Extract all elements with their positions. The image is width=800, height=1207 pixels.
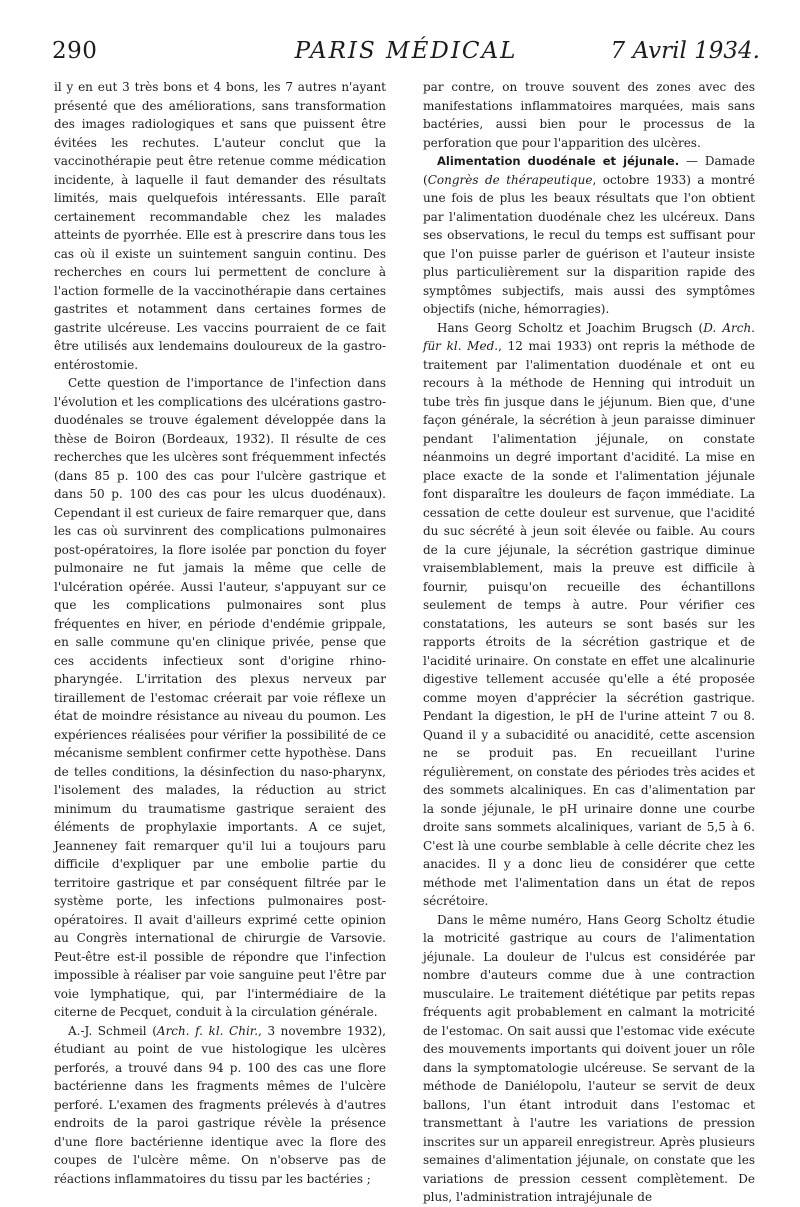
journal-title: PARIS MÉDICAL: [294, 38, 518, 64]
section-heading: Alimentation duodénale et jéjunale.: [437, 154, 680, 168]
left-column: [54, 78, 386, 1188]
issue-date: 7 Avril 1934.: [610, 38, 760, 64]
paragraph: Cette question de l'importance de l'infection dans l'évolution et les complications des ulcérations gastro-duodénales se trouve également développée dans la thèse de Boiron (Bordeaux, 1932). Il résulte de ces recherches que les ulcères sont fréquemment infectés (dans 85 p. 100 des cas pour l'ulcère gastrique et dans 50 p. 100 des cas pour les ulcus duodénaux). Cependant il est curieux de faire remarquer que, dans les cas où survinrent des complications pulmonaires post-opératoires, la flore isolée par ponction du foyer pulmonaire ne fut jamais la même que celle de l'ulcération opérée. Aussi l'auteur, s'appuyant sur ce que les complications pulmonaires sont plus fréquentes en hiver, en période d'endémie grippale, en salle commune qu'en clinique privée, pense que ces accidents infectieux sont d'origine rhino-pharyngée. L'irritation des plexus nerveux par tiraillement de l'estomac créerait par voie réflexe un état de moindre résistance au niveau du poumon. Les expériences réalisées pour vérifier la possibilité de ce mécanisme semblent confirmer cette hypothèse. Dans de telles conditions, la désinfection du naso-pharynx, l'isolement des malades, la réduction au strict minimum du traumatisme gastrique seraient des éléments de prophylaxie importants. A ce sujet, Jeanneney fait remarquer qu'il lui a toujours paru difficile d'expliquer par une embolie partie du territoire gastrique et par conséquent filtrée par le système porte, les infections pulmonaires post-opératoires. Il avait d'ailleurs exprimé cette opinion au Congrès international de chirurgie de Varsovie. Peut-être est-il possible de répondre que l'infection impossible à réaliser par voie sanguine peut l'être par voie lymphatique, qui, par l'intermédiaire de la citerne de Pecquet, conduit à la circulation générale.: [54, 376, 386, 1019]
paragraph: [423, 319, 755, 911]
journal-reference: Congrès de thérapeutique: [427, 172, 593, 187]
paragraph: [54, 1022, 386, 1189]
paragraph: Dans le même numéro, Hans Georg Scholtz étudie la motricité gastrique au cours de l'alimentation jéjunale. La douleur de l'ulcus est considérée par nombre d'auteurs comme due à une contraction musculaire. Le traitement diététique par petits repas fréquents agit probablement en calmant la motricité de l'estomac. On sait aussi que l'estomac vide exécute des mouvements importants qui doivent jouer un rôle dans la symptomatologie ulcéreuse. Se servant de la méthode de Daniélopolu, l'auteur se servit de deux ballons, l'un étant introduit dans l'estomac et transmettant à l'autre les variations de pression inscrites sur un appareil enregistreur. Après plusieurs semaines d'alimentation jéjunale, on constate que les variations de pression cessent complètement. De plus, l'administration intrajéjunale de: [423, 912, 755, 1204]
paragraph-text: Hans Georg Scholtz et Joachim Brugsch (: [437, 320, 704, 335]
page-header: [52, 38, 760, 74]
paragraph-text: , 12 mai 1933) ont repris la méthode de traitement par l'alimentation duodénale et ont eu recours à la méthode de Henning qui introduit un tube très fin jusque dans le jéjunum. Bien que, d'une façon générale, la sécrétion à jeun paraisse diminuer pendant l'alimentation jéjunale, on constate néanmoins un degré important d'acidité. La mise en place exacte de la sonde et l'alimentation jéjunale font disparaître les douleurs de façon immédiate. La cessation de cette douleur est survenue, que l'acidité du suc sécrété à jeun soit élevée ou faible. Au cours de la cure jéjunale, la sécrétion gastrique diminue vraisemblablement, mais la preuve est difficile à fournir, puisqu'on recueille des échantillons seulement de temps à autre. Pour vérifier ces constatations, les auteurs se sont basés sur les rapports étroits de la sécrétion gastrique et de l'acidité urinaire. On constate en effet une alcalinurie digestive tellement accusée qu'elle a été proposée comme moyen d'apprécier la sécrétion gastrique. Pendant la digestion, le pH de l'urine atteint 7 ou 8. Quand il y a subacidité ou anacidité, cette ascension ne se produit pas. En recueillant l'urine régulièrement, on constate des périodes très acides et des sommets alcaliniques. En cas d'alimentation par la sonde jéjunale, le pH urinaire donne une courbe droite sans sommets alcaliniques, variant de 5,5 à 6. C'est là une courbe semblable à celle décrite chez les anacides. Il y a donc lieu de considérer que cette méthode met l'alimentation dans un état de repos sécrétoire.: [423, 339, 755, 908]
paragraph-text: — Damade (: [423, 154, 755, 187]
paragraph: il y en eut 3 très bons et 4 bons, les 7 autres n'ayant présenté que des améliorations, sans transformation des images radiologiques et sans que puissent être évitées les rechutes. L'auteur conclut que la vaccinothérapie peut être retenue comme médication incidente, à laquelle il faut demander des résultats limités, mais quelquefois intéressants. Elle paraît certainement recommandable chez les malades atteints de pyorrhée. Elle est à prescrire dans tous les cas où il existe un suintement sanguin continu. Des recherches en cours lui permettent de conclure à l'action formelle de la vaccinothérapie dans certaines gastrites et notamment dans certaines formes de gastrite ulcéreuse. Les vaccins pourraient de ce fait être utilisés aux lendemains douloureux de la gastro-entérostomie.: [54, 80, 386, 372]
paragraph-text: , octobre 1933) a montré une fois de plus les beaux résultats que l'on obtient par l'alimentation duodénale chez les ulcéreux. Dans ses observations, le recul du temps est suffisant pour que l'on puisse parler de guérison et l'auteur insiste plus particulièrement sur la disparition rapide des symptômes subjectifs, mais aussi des symptômes objectifs (niche, hémorragies).: [423, 172, 756, 316]
author-name: A.-J. Schmeil (: [68, 1023, 157, 1038]
right-column: [423, 78, 755, 1207]
journal-reference: D. Arch. für kl. Med.: [423, 320, 755, 353]
paragraph-text: , 3 novembre 1932), étudiant au point de vue histologique les ulcères perforés, a trouvé dans 94 p. 100 des cas une flore bactérienne dans les fragments mêmes de l'ulcère perforé. L'examen des fragments prélevés à d'autres endroits de la paroi gastrique révèle la présence d'une flore bactérienne identique avec la flore des coupes de l'ulcère même. On n'observe pas de réactions inflammatoires du tissu par les bactéries ;: [54, 1023, 386, 1186]
paragraph: [423, 152, 755, 319]
page-number: 290: [52, 38, 98, 64]
journal-reference: Arch. f. kl. Chir.: [156, 1023, 259, 1038]
paragraph: par contre, on trouve souvent des zones avec des manifestations inflammatoires marquées, mais sans bactéries, aussi bien pour le processus de la perforation que pour l'apparition des ulcères.: [423, 80, 755, 150]
